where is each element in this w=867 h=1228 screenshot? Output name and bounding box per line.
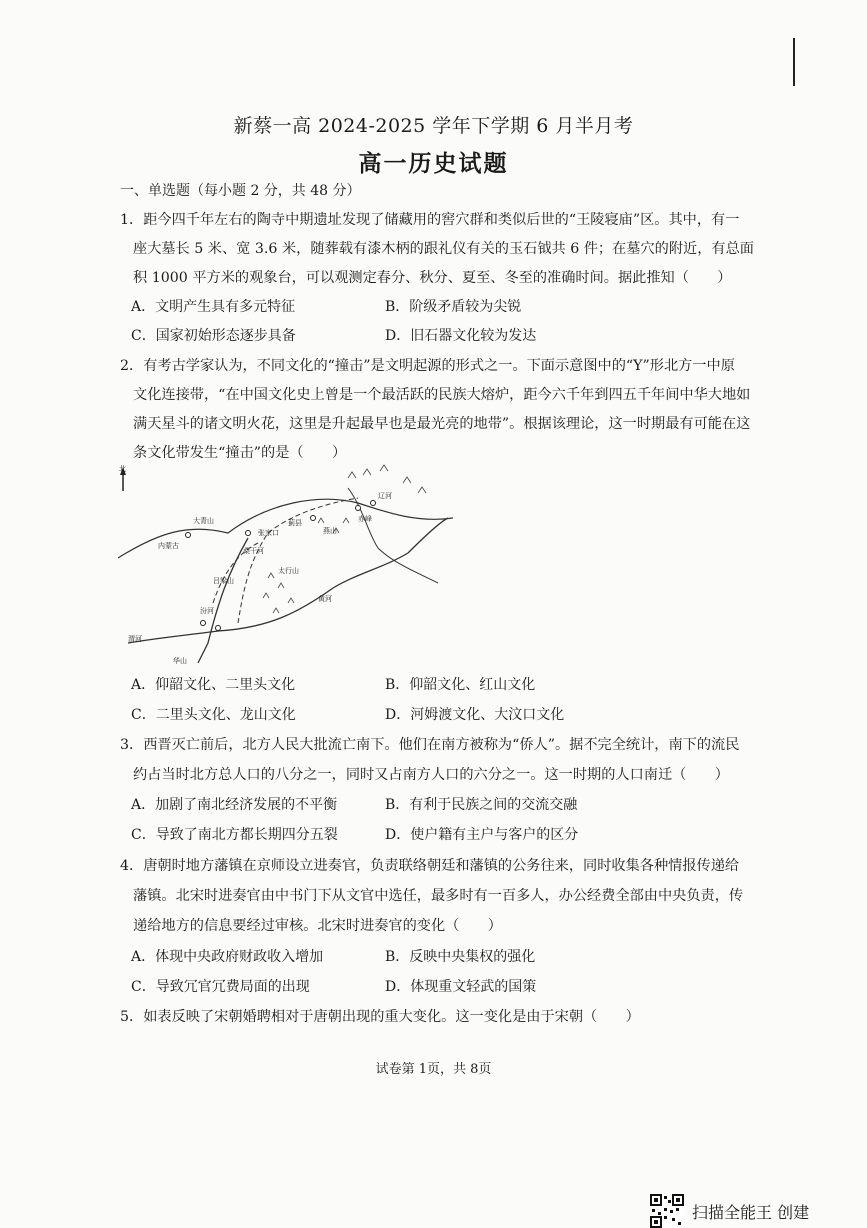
exam-subject-title: 高一历史试题	[358, 150, 509, 177]
question-1-option-c: C．国家初始形态逐步具备	[131, 328, 296, 344]
question-5-line-1: 5．如表反映了宋朝婚聘相对于唐朝出现的重大变化。这一变化是由于宋朝（ ）	[120, 1009, 640, 1025]
map-label: 华山	[173, 657, 187, 665]
exam-title: 新蔡一高 2024-2025 学年下学期 6 月半月考	[233, 115, 634, 137]
question-3-option-d: D．使户籍有主户与客户的区分	[385, 827, 579, 843]
question-2-option-c: C．二里头文化、龙山文化	[131, 707, 296, 723]
question-4-option-a: A．体现中央政府财政收入增加	[131, 949, 324, 965]
map-label: 蓟县	[288, 519, 302, 527]
map-label: 内蒙古	[158, 542, 179, 550]
culture-belt-map	[118, 463, 458, 666]
question-1-line-2: 座大墓长 5 米、宽 3.6 米，随葬载有漆木柄的跟礼仪有关的玉石钺共 6 件；在墓穴的附近，有总面	[133, 241, 754, 257]
question-4-option-d: D．体现重文轻武的国策	[385, 979, 537, 995]
question-2-option-d: D．河姆渡文化、大汶口文化	[385, 707, 565, 723]
question-1-option-b: B．阶级矛盾较为尖锐	[385, 299, 522, 315]
scan-edge-mark	[793, 38, 795, 86]
question-3-line-1: 3．西晋灭亡前后，北方人民大批流亡南下。他们在南方被称为“侨人”。据不完全统计，南下的流民	[120, 737, 740, 753]
map-label: 太行山	[278, 567, 299, 575]
qr-code-icon	[650, 1194, 684, 1228]
question-2-line-4: 条文化带发生“撞击”的是（ ）	[133, 445, 347, 461]
scanner-watermark-text: 扫描全能王 创建	[692, 1202, 810, 1222]
page-footer: 试卷第 1页，共 8页	[375, 1062, 492, 1077]
question-1-line-1: 1．距今四千年左右的陶寺中期遗址发现了储藏用的窖穴群和类似后世的“王陵寝庙”区。其中，有一	[120, 212, 740, 228]
map-north-label: 北	[119, 465, 126, 473]
map-label: 黄河	[318, 595, 332, 603]
scanner-watermark	[650, 1196, 809, 1226]
question-4-option-c: C．导致冗官冗费局面的出现	[131, 979, 310, 995]
map-label: 桑干河	[243, 547, 264, 555]
north-arrow-icon	[119, 464, 126, 491]
question-3-option-b: B．有利于民族之间的交流交融	[385, 797, 578, 813]
question-2-option-b: B．仰韶文化、红山文化	[385, 677, 536, 693]
map-label: 吕梁山	[213, 577, 234, 585]
map-label: 渭河	[128, 635, 142, 643]
question-4-option-b: B．反映中央集权的强化	[385, 949, 536, 965]
question-4-line-1: 4．唐朝时地方藩镇在京师设立进奏官，负责联络朝廷和藩镇的公务往来，同时收集各种情报传递给	[120, 858, 740, 874]
question-2-line-2: 文化连接带，“在中国文化史上曾是一个最活跃的民族大熔炉，距今六千年到四五千年间中华大地如	[133, 387, 751, 403]
question-4-line-3: 递给地方的信息要经过审核。北宋时进奏官的变化（ ）	[133, 918, 502, 934]
map-label: 燕山	[323, 527, 337, 535]
question-4-line-2: 藩镇。北宋时进奏官由中书门下从文官中选任，最多时有一百多人，办公经费全部由中央负责，传	[133, 888, 744, 904]
map-label: 辽河	[378, 492, 392, 500]
map-label: 张家口	[258, 529, 279, 537]
question-2-line-3: 满天星斗的诸文明火花，这里是升起最早也是最光亮的地带”。根据该理论，这一时期最有可能在这	[133, 416, 751, 432]
map-label: 赤峰	[358, 515, 372, 523]
question-3-option-c: C．导致了南北方都长期四分五裂	[131, 827, 338, 843]
question-3-option-a: A．加剧了南北经济发展的不平衡	[131, 797, 338, 813]
question-2-option-a: A．仰韶文化、二里头文化	[131, 677, 296, 693]
question-1-line-3: 积 1000 平方米的观象台，可以观测定春分、秋分、夏至、冬至的准确时间。据此推知（ ）	[133, 270, 732, 286]
question-1-option-d: D．旧石器文化较为发达	[385, 328, 537, 344]
question-3-line-2: 约占当时北方总人口的八分之一，同时又占南方人口的六分之一。这一时期的人口南迁（ ）	[133, 767, 729, 783]
question-2-line-1: 2．有考古学家认为，不同文化的“撞击”是文明起源的形式之一。下面示意图中的“Y”形北方一中原	[120, 358, 735, 374]
section-heading: 一、单选题（每小题 2 分，共 48 分）	[120, 183, 361, 199]
question-1-option-a: A．文明产生具有多元特征	[131, 299, 296, 315]
map-label: 汾河	[200, 607, 214, 615]
map-label: 大青山	[193, 517, 214, 525]
